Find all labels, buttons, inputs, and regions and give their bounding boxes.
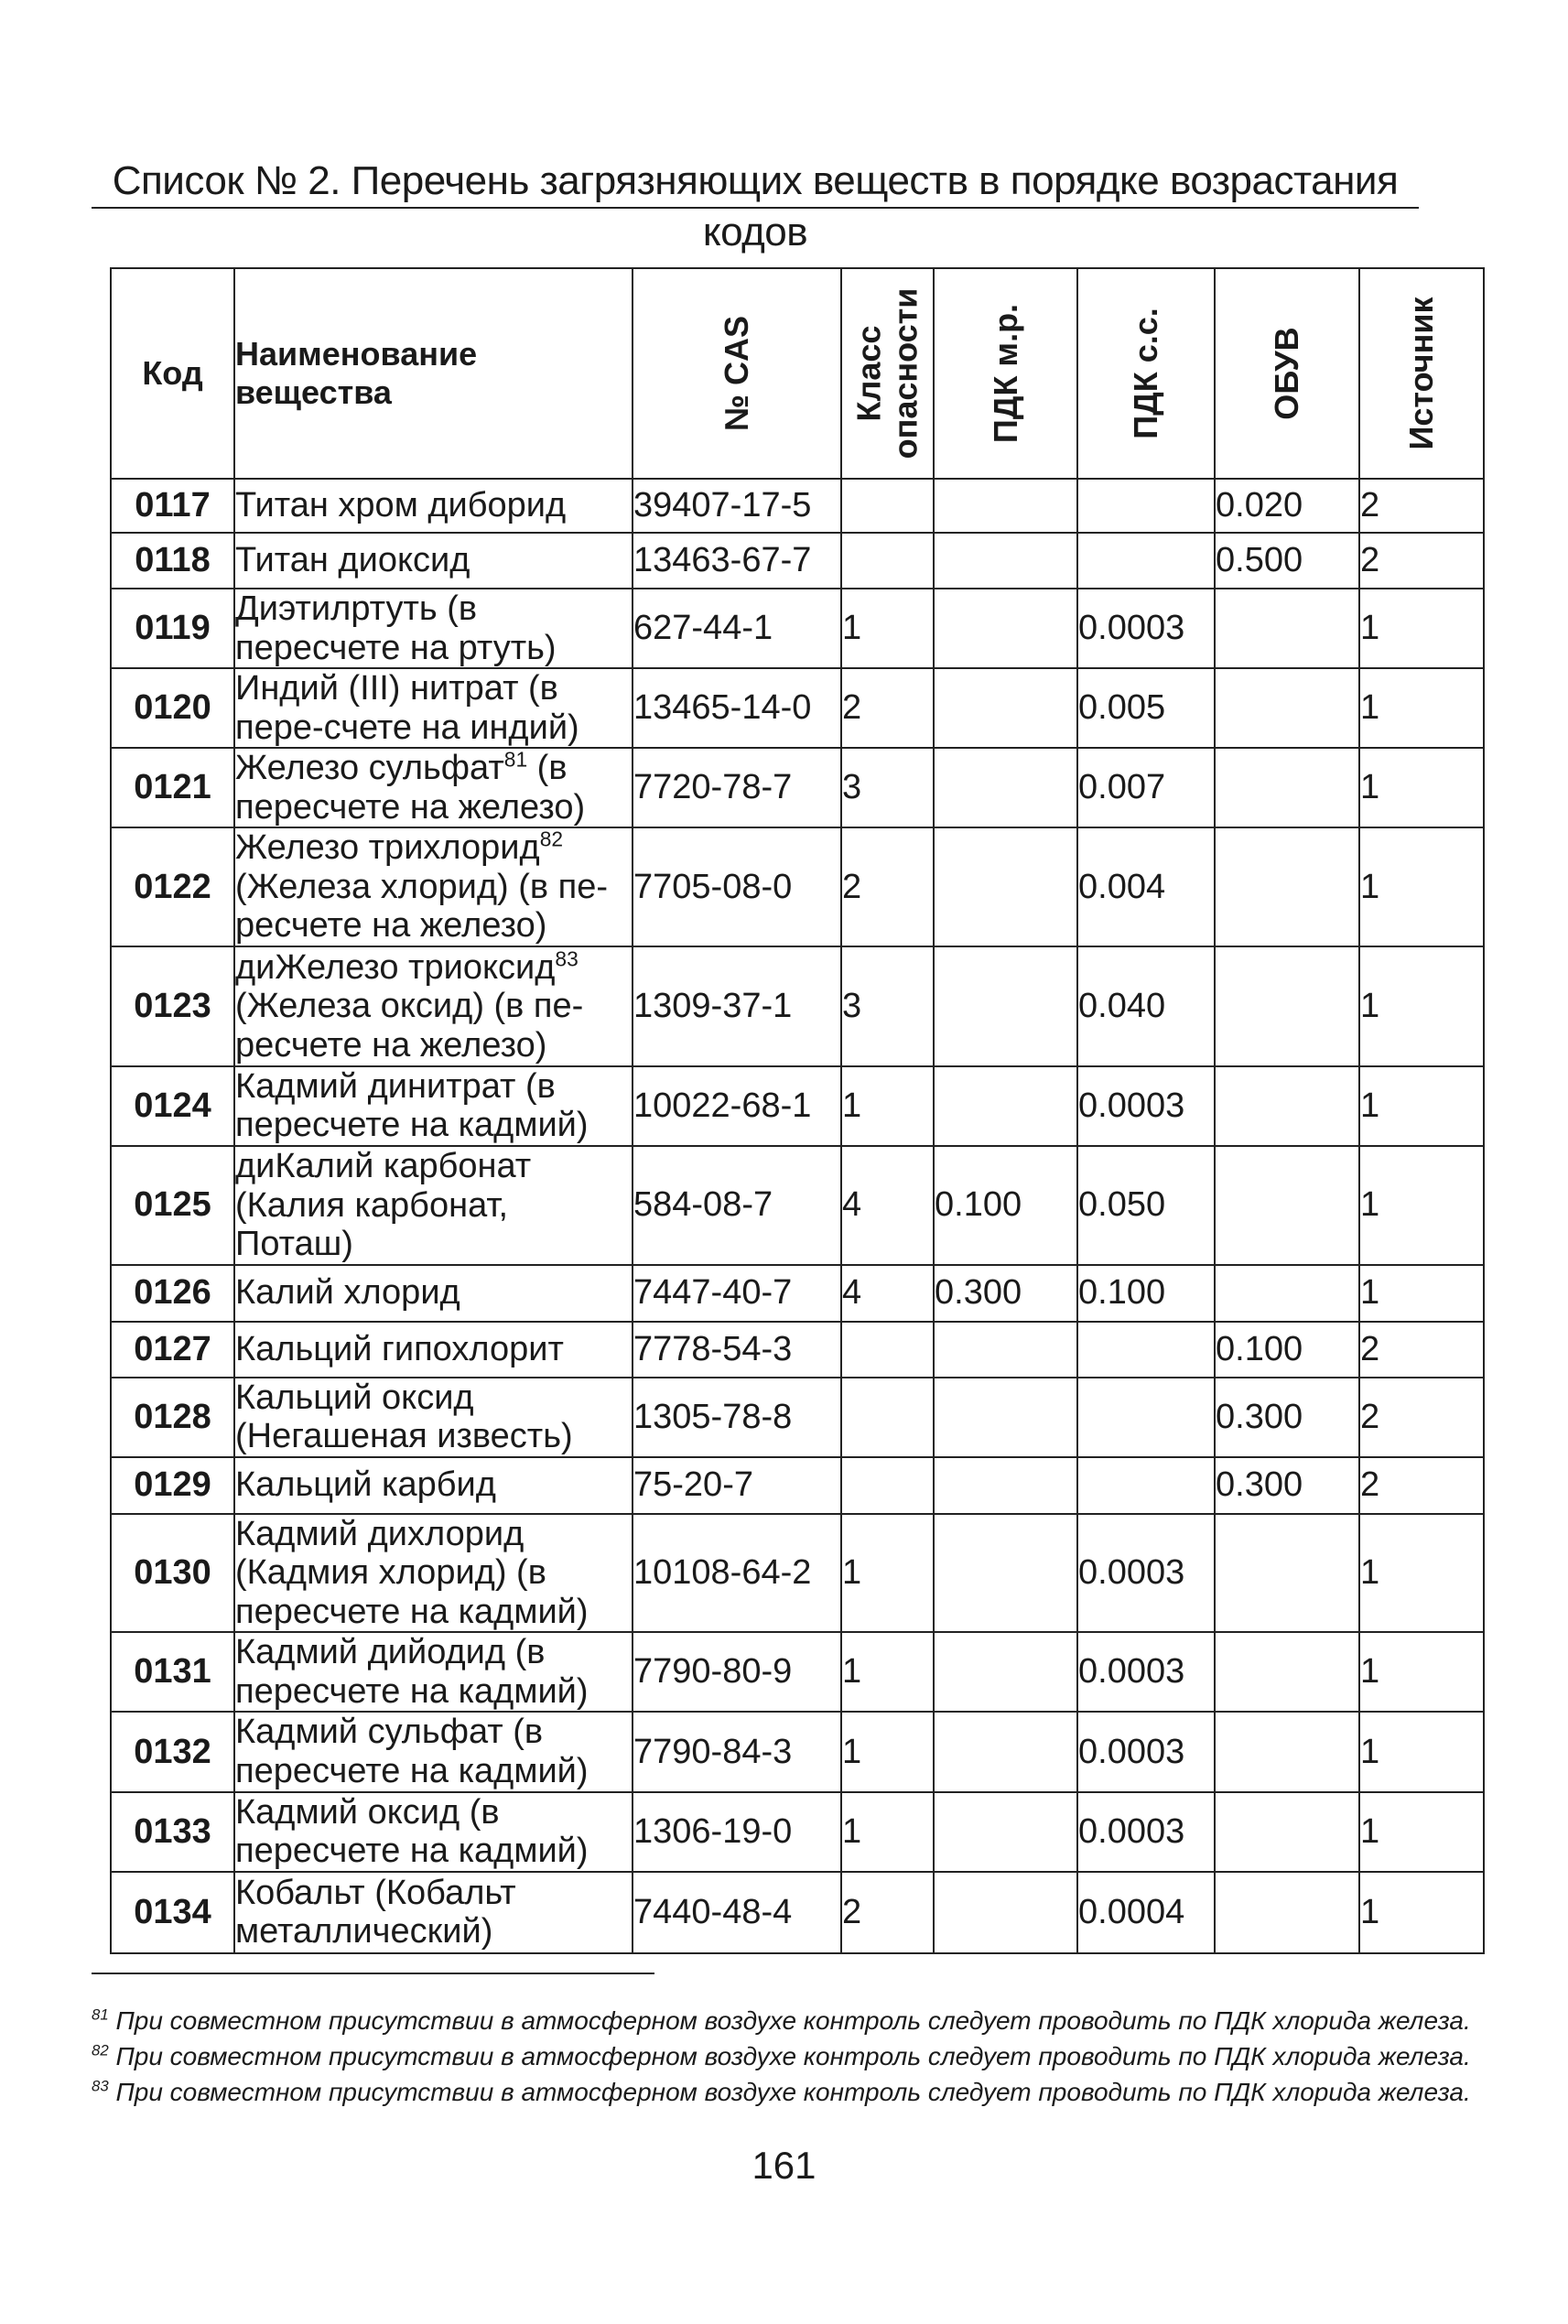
cell-pdk-ss: 0.050 [1077,1146,1215,1265]
cell-code: 0131 [111,1632,234,1712]
cell-name [234,827,633,946]
table-row [111,479,1484,533]
cell-obuv: 0.100 [1215,1322,1359,1378]
header-cas-label: № CAS [717,315,755,432]
cell-name-text: Кальций оксид (Негашеная известь) [235,1378,573,1456]
cell-name [234,1066,633,1146]
cell-name [234,1632,633,1712]
cell-name-text: Железо сульфат [235,749,504,788]
cell-name [234,668,633,748]
cell-pdk-mr [934,533,1077,589]
cell-obuv [1215,1265,1359,1322]
cell-obuv [1215,827,1359,946]
cell-hazard: 2 [841,1872,934,1953]
cell-pdk-ss: 0.0003 [1077,589,1215,668]
cell-cas: 10022-68-1 [633,1066,841,1146]
cell-pdk-ss: 0.040 [1077,946,1215,1066]
header-code [111,268,234,479]
cell-name [234,748,633,827]
table-row [111,1792,1484,1872]
cell-code: 0127 [111,1322,234,1378]
cell-name [234,1457,633,1514]
table-header-row [111,268,1484,479]
cell-name-cont: (Железа хлорид) (в пе-ресчете на железо) [235,867,608,946]
cell-name-text: Титан хром диборид [235,486,567,525]
cell-name-text: Индий (III) нитрат (в пере-счете на индий) [235,669,579,747]
cell-name-text: Калий хлорид [235,1273,460,1313]
cell-cas: 13463-67-7 [633,533,841,589]
cell-code: 0121 [111,748,234,827]
cell-source: 1 [1359,1792,1484,1872]
cell-name [234,946,633,1066]
footnote-ref: 81 [503,747,528,772]
cell-cas: 1305-78-8 [633,1378,841,1457]
footnote-divider [92,1973,654,1974]
cell-source: 1 [1359,1146,1484,1265]
cell-pdk-mr [934,589,1077,668]
cell-code: 0130 [111,1514,234,1633]
cell-hazard: 2 [841,668,934,748]
cell-pdk-mr [934,1872,1077,1953]
cell-name-text: Кадмий дийодид (в пересчете на кадмий) [235,1633,589,1711]
cell-source: 1 [1359,946,1484,1066]
header-code-label: Код [142,354,203,392]
table-row [111,589,1484,668]
cell-obuv [1215,1632,1359,1712]
cell-pdk-mr [934,1514,1077,1633]
cell-hazard: 1 [841,589,934,668]
cell-pdk-ss: 0.0003 [1077,1514,1215,1633]
cell-name-text: Кадмий сульфат (в пересчете на кадмий) [235,1713,589,1791]
cell-name [234,479,633,533]
cell-cas: 7790-80-9 [633,1632,841,1712]
header-pdk-ss-label: ПДК с.с. [1126,308,1164,439]
cell-name-text: Диэтилртуть (в пересчете на ртуть) [235,589,557,667]
footnote-mark: 82 [92,2041,109,2059]
cell-pdk-mr [934,1792,1077,1872]
cell-pdk-ss: 0.005 [1077,668,1215,748]
footnote-mark: 83 [92,2077,109,2095]
cell-code: 0134 [111,1872,234,1953]
cell-pdk-mr [934,668,1077,748]
cell-pdk-ss: 0.100 [1077,1265,1215,1322]
cell-cas: 584-08-7 [633,1146,841,1265]
cell-hazard [841,1322,934,1378]
cell-name [234,1514,633,1633]
cell-obuv: 0.300 [1215,1457,1359,1514]
cell-cas: 7705-08-0 [633,827,841,946]
cell-code: 0128 [111,1378,234,1457]
cell-cas: 7778-54-3 [633,1322,841,1378]
cell-obuv: 0.500 [1215,533,1359,589]
cell-cas: 7790-84-3 [633,1712,841,1791]
table-row [111,1146,1484,1265]
header-hazard-line2: опасности [886,287,925,459]
cell-pdk-mr [934,748,1077,827]
cell-name-cont: (в пересчете на железо) [235,749,586,827]
header-name-label: Наименование вещества [235,335,478,411]
cell-cas: 39407-17-5 [633,479,841,533]
header-pdk-mr-label: ПДК м.р. [986,303,1024,444]
footnote-ref: 82 [539,827,564,851]
table-row [111,748,1484,827]
cell-code: 0118 [111,533,234,589]
cell-source: 2 [1359,533,1484,589]
cell-pdk-ss: 0.0003 [1077,1792,1215,1872]
cell-pdk-mr: 0.300 [934,1265,1077,1322]
cell-name [234,1712,633,1791]
cell-name-text: Кальций карбид [235,1465,496,1505]
page-title: Список № 2. Перечень загрязняющих веществ в порядке возрастания кодов [112,158,1399,254]
table-row [111,1457,1484,1514]
cell-name [234,1146,633,1265]
footnote-81 [92,2003,1471,2038]
table-row [111,1378,1484,1457]
cell-hazard: 1 [841,1514,934,1633]
cell-cas: 13465-14-0 [633,668,841,748]
cell-pdk-mr [934,1712,1077,1791]
cell-name-text: Кадмий оксид (в пересчете на кадмий) [235,1792,589,1871]
cell-pdk-ss: 0.0003 [1077,1066,1215,1146]
cell-source: 1 [1359,1265,1484,1322]
cell-code: 0125 [111,1146,234,1265]
cell-hazard: 1 [841,1632,934,1712]
cell-obuv [1215,748,1359,827]
cell-source: 2 [1359,1457,1484,1514]
cell-pdk-mr [934,827,1077,946]
table-body [111,479,1484,1953]
cell-pdk-mr [934,1378,1077,1457]
cell-pdk-ss [1077,1457,1215,1514]
cell-source: 1 [1359,827,1484,946]
cell-code: 0122 [111,827,234,946]
cell-cas: 7447-40-7 [633,1265,841,1322]
cell-obuv [1215,668,1359,748]
cell-source: 2 [1359,1378,1484,1457]
cell-hazard: 3 [841,748,934,827]
cell-pdk-ss [1077,1322,1215,1378]
cell-cas: 7440-48-4 [633,1872,841,1953]
cell-pdk-mr [934,479,1077,533]
cell-name-text: Кадмий динитрат (в пересчете на кадмий) [235,1066,589,1145]
header-obuv-label: ОБУВ [1267,327,1305,420]
cell-obuv: 0.020 [1215,479,1359,533]
cell-code: 0126 [111,1265,234,1322]
cell-source: 1 [1359,589,1484,668]
header-name [234,268,633,479]
cell-source: 1 [1359,748,1484,827]
cell-name-text: Кадмий дихлорид (Кадмия хлорид) (в пересчете на кадмий) [235,1514,589,1631]
cell-cas: 10108-64-2 [633,1514,841,1633]
cell-obuv [1215,1066,1359,1146]
table-row [111,1514,1484,1633]
substances-table [110,267,1485,1954]
cell-code: 0117 [111,479,234,533]
cell-obuv [1215,946,1359,1066]
table-row [111,1265,1484,1322]
cell-code: 0120 [111,668,234,748]
cell-code: 0119 [111,589,234,668]
cell-source: 2 [1359,1322,1484,1378]
header-hazard-class [841,268,934,479]
cell-hazard: 4 [841,1146,934,1265]
cell-code: 0133 [111,1792,234,1872]
cell-name-text: Кальций гипохлорит [235,1329,564,1368]
cell-hazard: 1 [841,1792,934,1872]
table-row [111,1632,1484,1712]
header-pdk-ss [1077,268,1215,479]
table-row [111,1066,1484,1146]
cell-obuv: 0.300 [1215,1378,1359,1457]
cell-obuv [1215,1146,1359,1265]
cell-pdk-ss: 0.007 [1077,748,1215,827]
cell-pdk-ss [1077,533,1215,589]
cell-name-text: диЖелезо триоксид [235,947,556,987]
cell-name-text: диКалий карбонат (Калия карбонат, Поташ) [235,1147,532,1264]
footnote-text: При совместном присутствии в атмосферном воздухе контроль следует проводить по ПДК хлорида железа. [108,2006,1471,2035]
cell-pdk-ss [1077,479,1215,533]
header-cas [633,268,841,479]
footnotes [92,2003,1471,2110]
cell-name-text: Железо трихлорид [235,828,540,868]
footnote-83 [92,2074,1471,2110]
header-pdk-mr [934,268,1077,479]
cell-pdk-mr [934,1066,1077,1146]
cell-source: 2 [1359,479,1484,533]
table-row [111,533,1484,589]
cell-hazard [841,1457,934,1514]
cell-code: 0129 [111,1457,234,1514]
cell-name-text: Титан диоксид [235,541,470,580]
cell-source: 1 [1359,1632,1484,1712]
cell-pdk-ss: 0.0003 [1077,1712,1215,1791]
footnote-82 [92,2038,1471,2074]
cell-code: 0124 [111,1066,234,1146]
cell-hazard: 3 [841,946,934,1066]
cell-name-text: Кобальт (Кобальт металлический) [235,1873,516,1951]
cell-pdk-mr: 0.100 [934,1146,1077,1265]
table-row [111,668,1484,748]
cell-source: 1 [1359,1514,1484,1633]
cell-name [234,1378,633,1457]
cell-name [234,533,633,589]
cell-cas: 7720-78-7 [633,748,841,827]
cell-pdk-mr [934,946,1077,1066]
cell-obuv [1215,1514,1359,1633]
cell-code: 0132 [111,1712,234,1791]
cell-pdk-ss: 0.0003 [1077,1632,1215,1712]
cell-name [234,1872,633,1953]
table-row [111,1872,1484,1953]
cell-hazard [841,533,934,589]
header-obuv [1215,268,1359,479]
page-number: 161 [752,2144,816,2187]
cell-obuv [1215,1792,1359,1872]
header-hazard-line1: Класс [849,325,888,422]
cell-source: 1 [1359,668,1484,748]
table-row [111,1712,1484,1791]
cell-name [234,589,633,668]
cell-obuv [1215,1872,1359,1953]
table-row [111,946,1484,1066]
table-row [111,827,1484,946]
cell-source: 1 [1359,1066,1484,1146]
cell-name [234,1792,633,1872]
cell-cas: 1309-37-1 [633,946,841,1066]
cell-cas: 75-20-7 [633,1457,841,1514]
cell-hazard [841,479,934,533]
footnote-ref: 83 [555,946,579,970]
cell-source: 1 [1359,1712,1484,1791]
cell-source: 1 [1359,1872,1484,1953]
title-divider [92,207,1419,209]
cell-name [234,1265,633,1322]
cell-hazard [841,1378,934,1457]
cell-name [234,1322,633,1378]
cell-pdk-ss: 0.004 [1077,827,1215,946]
cell-pdk-mr [934,1632,1077,1712]
cell-hazard: 2 [841,827,934,946]
header-hazard-class-label [850,288,925,459]
cell-pdk-mr [934,1322,1077,1378]
footnote-mark: 81 [92,2005,109,2024]
cell-pdk-ss: 0.0004 [1077,1872,1215,1953]
header-source [1359,268,1484,479]
cell-cas: 1306-19-0 [633,1792,841,1872]
cell-name-cont: (Железа оксид) (в пе-ресчете на железо) [235,987,584,1065]
footnote-text: При совместном присутствии в атмосферном воздухе контроль следует проводить по ПДК хлорида железа. [108,2078,1471,2106]
header-source-label: Источник [1401,297,1440,450]
cell-hazard: 4 [841,1265,934,1322]
cell-pdk-ss [1077,1378,1215,1457]
cell-pdk-mr [934,1457,1077,1514]
cell-cas: 627-44-1 [633,589,841,668]
cell-code: 0123 [111,946,234,1066]
footnote-text: При совместном присутствии в атмосферном воздухе контроль следует проводить по ПДК хлорида железа. [108,2042,1471,2070]
cell-hazard: 1 [841,1712,934,1791]
table-row [111,1322,1484,1378]
cell-obuv [1215,589,1359,668]
cell-hazard: 1 [841,1066,934,1146]
cell-obuv [1215,1712,1359,1791]
